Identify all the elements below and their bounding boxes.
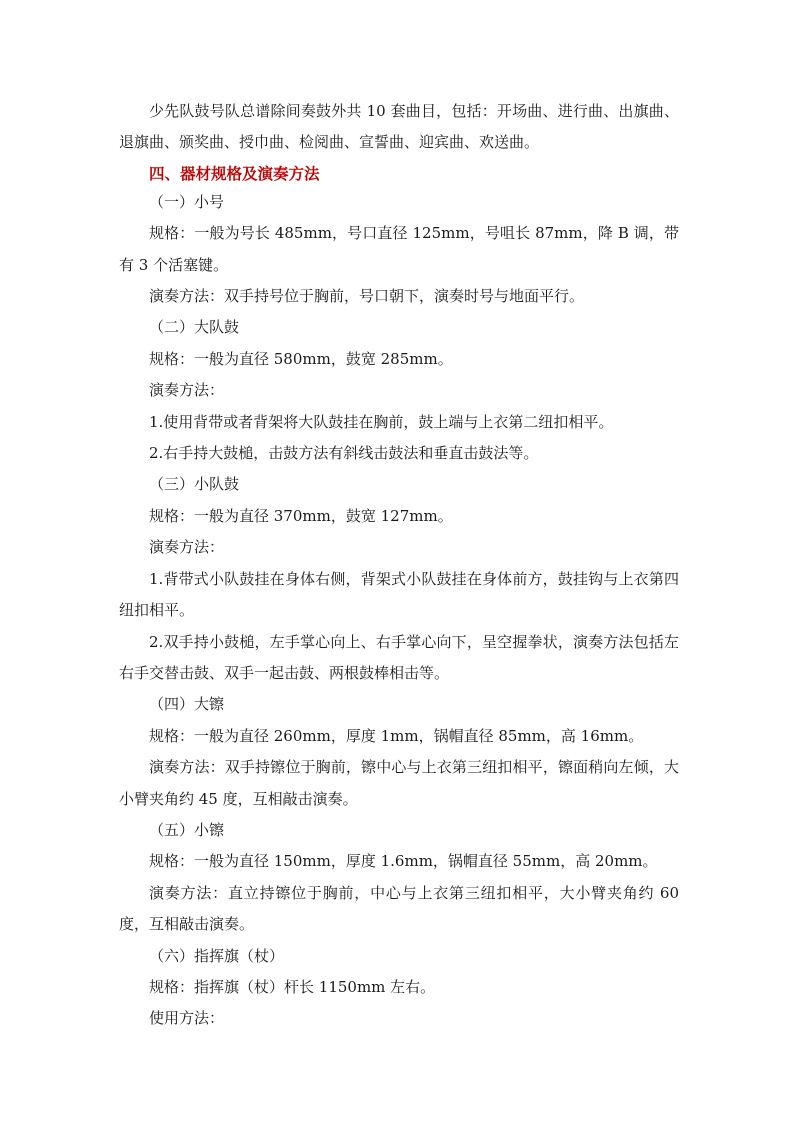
subheading-trumpet: （一）小号: [149, 192, 225, 211]
intro-paragraph: 少先队鼓号队总谱除间奏鼓外共 10 套曲目，包括：开场曲、进行曲、出旗曲、退旗曲、颁奖曲、授巾曲、检阅曲、宣誓曲、迎宾曲、欢送曲。: [119, 102, 679, 152]
spec-paragraph: 规格：一般为直径 260mm，厚度 1mm，锅帽直径 85mm，高 16mm。: [149, 726, 644, 745]
document-body: [119, 96, 679, 1035]
section-heading: 四、器材规格及演奏方法: [149, 163, 320, 183]
spec-paragraph: 规格：一般为直径 370mm，鼓宽 127mm。: [149, 506, 453, 525]
spec-paragraph: 规格：一般为直径 580mm，鼓宽 285mm。: [149, 349, 453, 368]
method-step: 2.右手持大鼓槌，击鼓方法有斜线击鼓法和垂直击鼓法等。: [149, 444, 539, 463]
subheading-snare-drum: （三）小队鼓: [149, 475, 240, 494]
method-paragraph: 演奏方法：双手持镲位于胸前，镲中心与上衣第三纽扣相平，镲面稍向左倾，大小臂夹角约 45 度，互相敲击演奏。: [119, 758, 679, 808]
spec-paragraph: 规格：一般为号长 485mm，号口直径 125mm，号咀长 87mm，降 B 调，带有 3 个活塞键。: [119, 224, 679, 274]
method-step: 2.双手持小鼓槌，左手掌心向上、右手掌心向下，呈空握拳状，演奏方法包括左右手交替击鼓、双手一起击鼓、两根鼓棒相击等。: [119, 632, 679, 682]
method-step: 1.使用背带或者背架将大队鼓挂在胸前，鼓上端与上衣第二纽扣相平。: [149, 412, 614, 431]
method-label: 演奏方法：: [149, 538, 225, 557]
method-paragraph: 演奏方法：双手持号位于胸前，号口朝下，演奏时号与地面平行。: [149, 287, 585, 306]
spec-paragraph: 规格：指挥旗（杖）杆长 1150mm 左右。: [149, 977, 436, 996]
subheading-baton: （六）指挥旗（杖）: [149, 946, 285, 965]
method-label: 演奏方法：: [149, 381, 225, 400]
method-paragraph: 演奏方法：直立持镲位于胸前，中心与上衣第三纽扣相平，大小臂夹角约 60 度，互相敲击演奏。: [119, 883, 679, 934]
spec-paragraph: 规格：一般为直径 150mm，厚度 1.6mm，锅帽直径 55mm，高 20mm。: [149, 852, 658, 871]
subheading-small-cymbal: （五）小镲: [149, 820, 225, 839]
subheading-large-cymbal: （四）大镲: [149, 695, 225, 714]
subheading-bass-drum: （二）大队鼓: [149, 318, 240, 337]
method-label: 使用方法：: [149, 1009, 225, 1028]
method-step: 1.背带式小队鼓挂在身体右侧，背架式小队鼓挂在身体前方，鼓挂钩与上衣第四纽扣相平。: [119, 569, 679, 620]
